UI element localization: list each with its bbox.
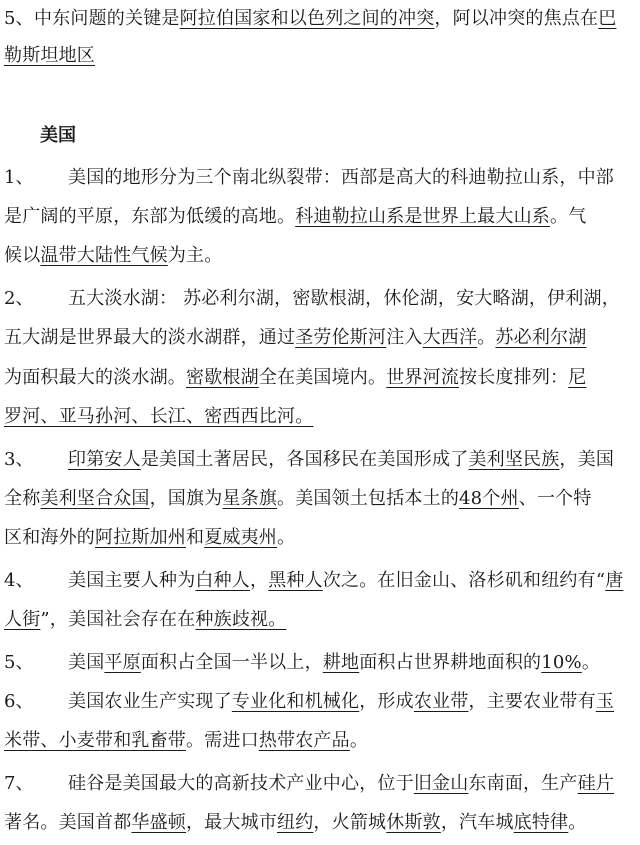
text-run: 。 [349,730,369,751]
underlined-term: 人街 [4,609,41,630]
underlined-term: 罗河、亚马孙河、长江、密西西比河。 [4,406,314,427]
text-run: 为主。 [167,245,223,266]
text-run: ，形成 [359,691,414,712]
underlined-term: 专业化和机械化 [231,691,360,712]
underlined-term: 温带大陆性气候 [40,245,168,266]
text-run: 硅谷是美国最大的高新技术产业中心，位于 [68,773,414,794]
underlined-term: 休斯敦 [386,812,441,833]
text-line [4,326,586,350]
text-run: 全称 [4,488,41,509]
item-number: 1、 [4,167,34,188]
item-number: 5、 [4,8,34,29]
text-line [4,366,586,390]
text-run: ， [250,570,269,591]
text-line [4,729,368,753]
text-run: 。美国领土包括本土的 [277,488,460,509]
text-run: 、一个特 [518,488,592,509]
text-run: ，火箭城 [313,812,387,833]
text-run: 。 [277,527,296,548]
underlined-term: 唐 [605,570,624,591]
underlined-term: 48个州 [459,488,519,509]
text-line [34,7,616,31]
underlined-term: 硅片 [577,773,615,794]
text-run: 注入 [386,327,423,348]
text-line [68,690,614,714]
underlined-term: 阿拉斯加州 [95,527,186,548]
text-line [4,608,286,632]
underlined-term: 巴 [598,8,617,29]
text-run: 五大湖是世界最大的淡水湖群，通过 [4,327,296,348]
section-title: 美国 [40,125,76,146]
text-line [68,287,620,311]
text-line [4,526,295,550]
underlined-term: 印第安人 [68,449,141,470]
text-run: 。 [477,327,496,348]
underlined-term: 耕地 [322,652,360,673]
item-number: 3、 [4,449,34,470]
text-run: ，最大城市 [186,812,278,833]
underlined-term: 玉 [595,691,615,712]
item-number: 5、 [4,652,34,673]
item-number: 6、 [4,691,34,712]
text-run: 东南面，生产 [468,773,578,794]
text-run: 面积占全国一半以上， [140,652,323,673]
text-run: 是美国土著居民，各国移民在美国形成了 [140,449,469,470]
text-run: 美国主要人种为 [68,570,196,591]
underlined-term: 米带、小麦带和乳畜带 [4,730,186,751]
text-run: 美国 [68,652,105,673]
underlined-term: 阿拉伯国家和以色列之间的冲突 [179,8,435,29]
text-line [68,651,600,675]
text-line [4,205,586,229]
text-run: ，主要农业带有 [468,691,596,712]
underlined-term: 华盛顿 [131,812,187,833]
item-number: 7、 [4,773,34,794]
underlined-term: 纽约 [277,812,314,833]
text-run: 。 [581,652,601,673]
underlined-term: 美利坚合众国 [40,488,150,509]
text-line [68,772,614,796]
text-line [4,244,222,268]
text-line [68,569,623,593]
text-line [4,811,586,835]
text-run: ，国旗为 [149,488,223,509]
underlined-term: 白种人 [195,570,251,591]
underlined-term: 勒斯坦地区 [4,45,95,66]
item-number: 4、 [4,570,34,591]
underlined-term: 热带农产品 [258,730,350,751]
text-run: 五大淡水湖： 苏必利尔湖，密歇根湖，休伦湖，安大略湖，伊利湖， [68,288,620,309]
underlined-term: 种族歧视。 [195,609,287,630]
underlined-term: 农业带 [413,691,469,712]
underlined-term: 尼 [568,367,587,388]
underlined-term: 苏必利尔湖 [495,327,587,348]
text-run: 候以 [4,245,41,266]
text-run: 。气 [550,206,587,227]
text-run: 全在美国境内。 [258,367,387,388]
underlined-term: 底特律 [513,812,569,833]
underlined-term: 星条旗 [222,488,278,509]
underlined-term: 科迪勒拉山系是世界上最大山系 [295,206,551,227]
item-number: 2、 [4,288,34,309]
text-run: 次之。在旧金山、洛杉矶和纽约有“ [322,570,606,591]
text-run: 是广阔的平原，东部为低缓的高地。 [4,206,296,227]
text-run: 美国的地形分为三个南北纵裂带：西部是高大的科迪勒拉山系，中部 [68,167,614,188]
text-run: 。 [568,812,587,833]
text-run: 美国农业生产实现了 [68,691,232,712]
text-run: 。需进口 [186,730,259,751]
text-run: ，阿以冲突的焦点在 [434,8,599,29]
underlined-term: 大西洋 [422,327,478,348]
text-run: ”，美国社会存在在 [40,609,196,630]
text-run: 按长度排列： [459,367,569,388]
text-line [4,405,313,429]
underlined-term: 圣劳伦斯河 [295,327,387,348]
underlined-term: 密歇根湖 [186,367,259,388]
underlined-term: 10% [541,652,582,673]
underlined-term: 世界河流 [386,367,460,388]
text-run: 著名。美国首都 [4,812,132,833]
text-run: ，美国 [559,449,615,470]
text-run: 区和海外的 [4,527,95,548]
text-line [68,166,614,190]
text-run: 和 [186,527,205,548]
text-run: ，汽车城 [440,812,514,833]
underlined-term: 夏威夷州 [204,527,278,548]
underlined-term: 美利坚民族 [468,449,560,470]
underlined-term: 黑种人 [268,570,323,591]
underlined-term: 平原 [104,652,141,673]
underlined-term: 旧金山 [413,773,469,794]
text-line [68,448,614,472]
text-line [4,44,95,68]
text-run: 为面积最大的淡水湖。 [4,367,186,388]
text-run: 面积占世界耕地面积的 [359,652,542,673]
text-run: 中东问题的关键是 [34,8,180,29]
text-line [4,487,592,511]
